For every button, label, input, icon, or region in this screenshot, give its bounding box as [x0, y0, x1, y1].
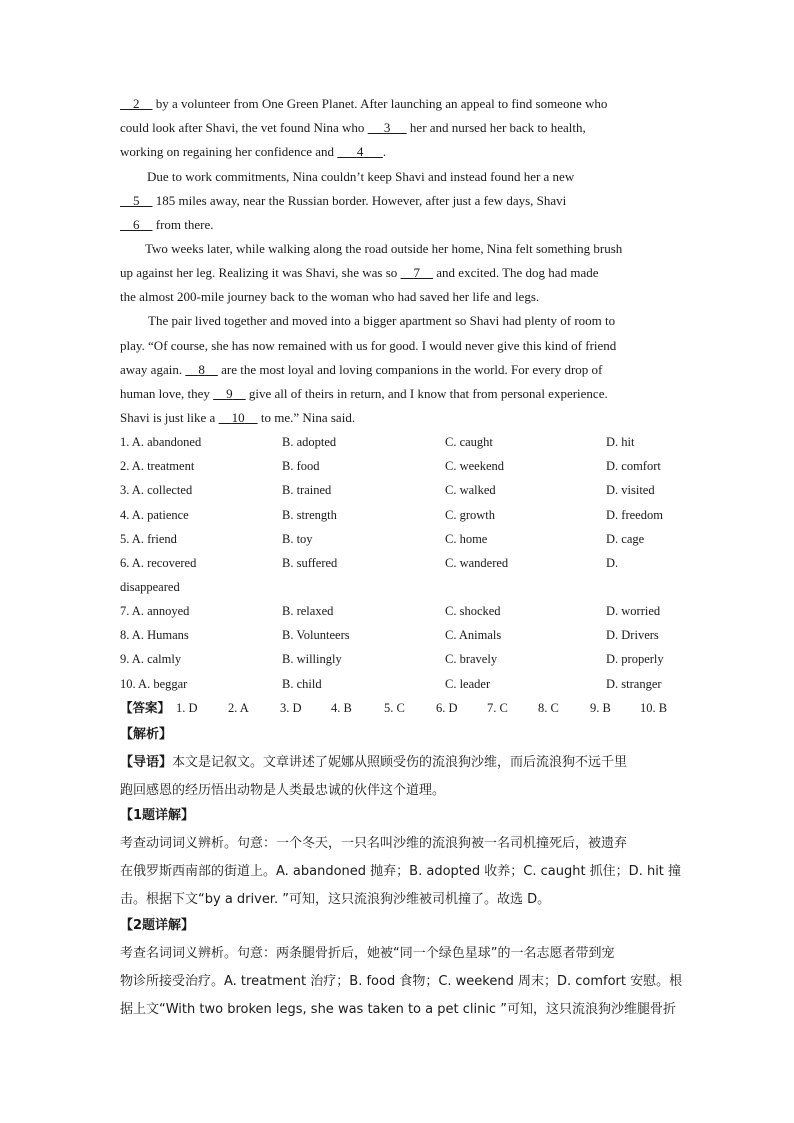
passage-line-6: 6 from there. — [120, 217, 676, 233]
option-b: B. strength — [282, 508, 337, 522]
option-b: B. adopted — [282, 435, 337, 449]
option-a: 9. A. calmly — [120, 652, 182, 666]
option-b: B. trained — [282, 483, 332, 497]
option-a: 7. A. annoyed — [120, 604, 190, 618]
option-a: 8. A. Humans — [120, 628, 189, 642]
answer-6: 6. D — [436, 701, 458, 715]
passage-line-7: Two weeks later, while walking along the road outside her home, Nina felt something brush — [145, 241, 623, 256]
blank-6: 6 — [133, 217, 140, 232]
option-b: B. relaxed — [282, 604, 334, 618]
option-a: 1. A. abandoned — [120, 435, 202, 449]
q1-line-2: 在俄罗斯西南部的街道上。A. abandoned 抛弃；B. adopted 收养；C. caught 抓住；D. hit 撞 — [120, 864, 682, 879]
option-d: D. stranger — [606, 677, 662, 691]
option-a: 2. A. treatment — [120, 459, 195, 473]
option-b: B. child — [282, 677, 322, 691]
passage-line-2: could look after Shavi, the vet found Nina who 3 her and nursed her back to health, — [120, 120, 586, 135]
answer-9: 9. B — [590, 701, 611, 715]
option-d-wrapped: disappeared — [120, 580, 180, 594]
q2-line-1: 考查名词词义辨析。句意：两条腿骨折后，她被“同一个绿色星球”的一名志愿者带到宠 — [120, 946, 615, 961]
q1-heading: 【1题详解】 — [120, 808, 195, 823]
answer-8: 8. C — [538, 701, 559, 715]
option-b: B. suffered — [282, 556, 338, 570]
option-c: C. caught — [445, 435, 493, 449]
answer-7: 7. C — [487, 701, 508, 715]
q2-heading: 【2题详解】 — [120, 918, 195, 933]
blank-2: 2 — [133, 96, 140, 111]
option-c: C. leader — [445, 677, 491, 691]
option-a: 5. A. friend — [120, 532, 177, 546]
option-c: C. home — [445, 532, 488, 546]
blank-3: 3 — [383, 120, 391, 135]
option-c: C. shocked — [445, 604, 501, 618]
answer-5: 5. C — [384, 701, 405, 715]
passage-line-11: play. “Of course, she has now remained with us for good. I would never give this kind of friend — [120, 338, 617, 353]
passage-line-10: The pair lived together and moved into a bigger apartment so Shavi had plenty of room to — [148, 313, 616, 328]
option-b: B. toy — [282, 532, 313, 546]
q1-line-1: 考查动词词义辨析。句意：一个冬天，一只名叫沙维的流浪狗被一名司机撞死后，被遗弃 — [120, 836, 628, 851]
q1-line-3: 击。根据下文“by a driver. ”可知，这只流浪狗沙维被司机撞了。故选 D。 — [120, 892, 551, 907]
option-a: 4. A. patience — [120, 508, 189, 522]
option-c: C. walked — [445, 483, 496, 497]
option-b: B. food — [282, 459, 320, 473]
blank-8: 8 — [198, 362, 205, 377]
option-a: 6. A. recovered — [120, 556, 197, 570]
passage-line-3: working on regaining her confidence and 4 . — [120, 144, 387, 159]
option-d: D. Drivers — [606, 628, 659, 642]
option-b: B. willingly — [282, 652, 342, 666]
passage-line-14: Shavi is just like a 10 to me.” Nina said. — [120, 410, 356, 425]
option-d: D. worried — [606, 604, 661, 618]
answer-4: 4. B — [331, 701, 352, 715]
option-b: B. Volunteers — [282, 628, 350, 642]
passage-line-9: the almost 200-mile journey back to the woman who had saved her life and legs. — [120, 289, 540, 304]
blank-7: 7 — [413, 265, 421, 280]
analysis-heading: 【解析】 — [120, 727, 173, 742]
q2-line-3: 据上文“With two broken legs, she was taken to a pet clinic ”可知，这只流浪狗沙维腿骨折 — [120, 1002, 676, 1017]
q2-line-2: 物诊所接受治疗。A. treatment 治疗；B. food 食物；C. weekend 周末；D. comfort 安慰。根 — [120, 974, 683, 989]
intro-line-1: 【导语】本文是记叙文。文章讲述了妮娜从照顾受伤的流浪狗沙维，而后流浪狗不远千里 — [120, 755, 628, 770]
intro-label: 【导语】 — [120, 755, 173, 770]
intro-line-2: 跑回感恩的经历悟出动物是人类最忠诚的伙伴这个道理。 — [120, 783, 446, 798]
blank-9: 9 — [226, 386, 233, 401]
option-a: 3. A. collected — [120, 483, 193, 497]
answer-3: 3. D — [280, 701, 302, 715]
answer-1: 1. D — [176, 701, 198, 715]
answer-10: 10. B — [640, 701, 668, 715]
option-d: D. hit — [606, 435, 635, 449]
passage-line-12: away again. 8 are the most loyal and loving companions in the world. For every drop of — [120, 362, 603, 377]
blank-5: 5 — [133, 193, 140, 208]
option-c: C. bravely — [445, 652, 498, 666]
option-c: C. growth — [445, 508, 495, 522]
option-c: C. weekend — [445, 459, 505, 473]
option-d: D. visited — [606, 483, 655, 497]
passage-line-1: 2 by a volunteer from One Green Planet. After launching an appeal to find someone who — [120, 96, 676, 112]
option-c: C. Animals — [445, 628, 502, 642]
option-d: D. comfort — [606, 459, 661, 473]
blank-10: 10 — [231, 410, 245, 425]
passage-line-8: up against her leg. Realizing it was Shavi, she was so 7 and excited. The dog had made — [120, 265, 599, 280]
passage-line-4: Due to work commitments, Nina couldn’t keep Shavi and instead found her a new — [147, 169, 575, 184]
passage-line-5: 5 185 miles away, near the Russian border. However, after just a few days, Shavi — [120, 193, 676, 209]
option-a: 10. A. beggar — [120, 677, 188, 691]
answer-label: 【答案】 — [120, 700, 171, 715]
option-d: D. — [606, 556, 619, 570]
option-d: D. properly — [606, 652, 664, 666]
passage-line-13: human love, they 9 give all of theirs in return, and I know that from personal experience. — [120, 386, 608, 401]
option-d: D. cage — [606, 532, 645, 546]
answer-2: 2. A — [228, 701, 249, 715]
option-d: D. freedom — [606, 508, 663, 522]
option-c: C. wandered — [445, 556, 509, 570]
blank-4: 4 — [356, 144, 364, 159]
